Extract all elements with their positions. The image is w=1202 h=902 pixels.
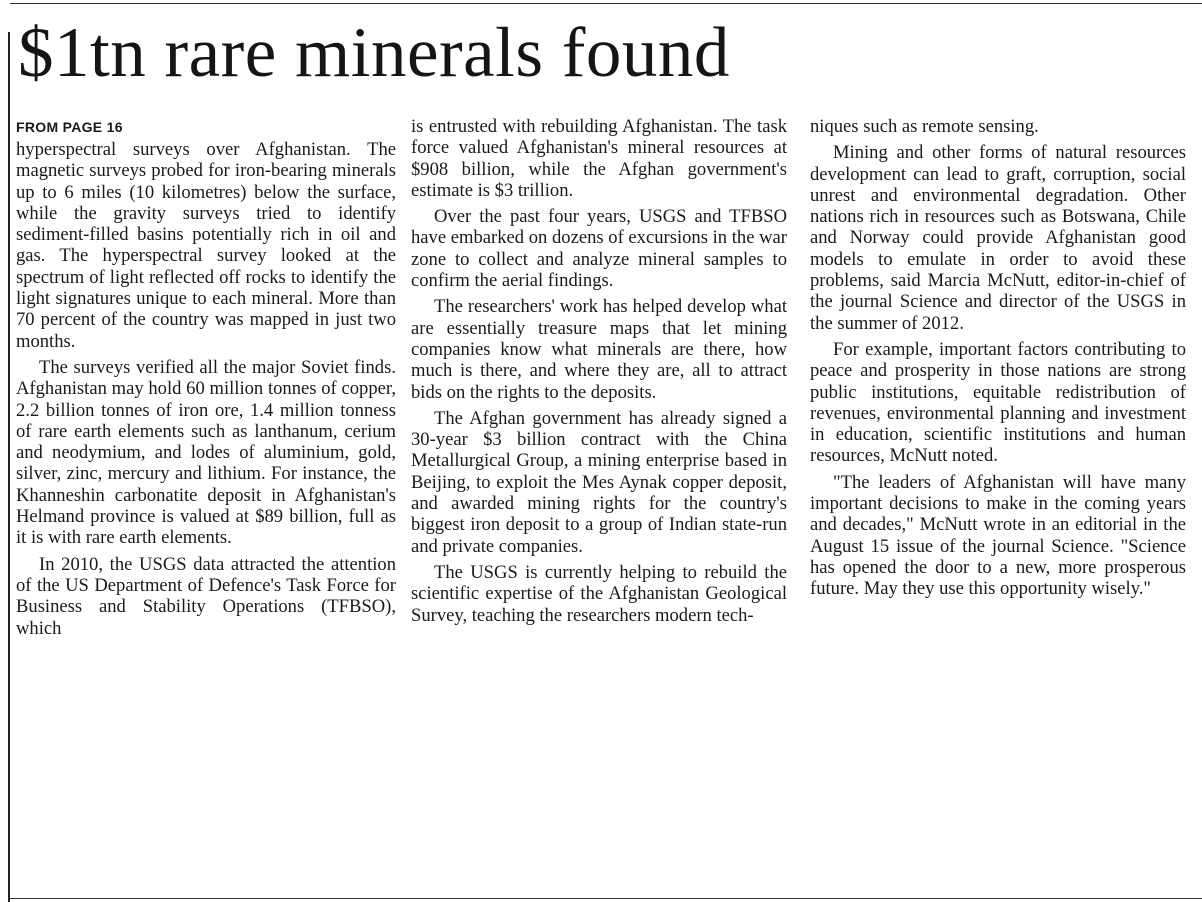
headline: $1tn rare minerals found: [18, 14, 730, 92]
column-1-paragraph-2: The surveys verified all the major Soviet finds. Afghanistan may hold 60 million tonnes of copper, 2.2 billion tonnes of iron ore, 1.4 million tonness of rare earth elements such as lanthanum, cerium and neodymium, and lodes of aluminium, gold, silver, zinc, mercury and lithium. For instance, the Khanneshin carbonatite deposit in Afghanistan's Helmand province is valued at $89 billion, full as it is with rare earth elements.: [16, 356, 396, 549]
column-3-paragraph-1: niques such as remote sensing.: [810, 116, 1039, 137]
column-1-paragraph-1: hyperspectral surveys over Afghanistan. The magnetic surveys probed for iron-bearing minerals up to 6 miles (10 kilometres) below the surface, while the gravity surveys tried to identify sediment-filled basins potentially rich in oil and gas. The hyperspectral survey looked at the spectrum of light reflected off rocks to identify the light signatures unique to each mineral. More than 70 percent of the country was mapped in just two months.: [16, 139, 396, 352]
column-2-paragraph-2: Over the past four years, USGS and TFBSO have embarked on dozens of excursions in the war zone to collect and analyze mineral samples to confirm the aerial findings.: [411, 206, 787, 292]
article-column-2: [411, 116, 787, 626]
bottom-rule: [10, 898, 1202, 899]
left-rule: [8, 32, 10, 902]
column-3-paragraph-2: Mining and other forms of natural resources development can lead to graft, corruption, social unrest and environmental degradation. Other nations rich in resources such as Botswana, Chile and Norway could provide Afghanistan good models to emulate in order to avoid these problems, said Marcia McNutt, editor-in-chief of the journal Science and director of the USGS in the summer of 2012.: [810, 142, 1186, 334]
article-column-3: [810, 116, 1186, 600]
top-rule: [10, 3, 1202, 4]
column-2-paragraph-1: is entrusted with rebuilding Afghanistan. The task force valued Afghanistan's mineral resources at $908 billion, while the Afghan government's estimate is $3 trillion.: [411, 116, 787, 201]
continuation-kicker: FROM PAGE 16: [16, 119, 123, 135]
column-3-paragraph-4: "The leaders of Afghanistan will have many important decisions to make in the coming years and decades," McNutt wrote in an editorial in the August 15 issue of the journal Science. "Science has opened the door to a new, more prosperous future. May they use this opportunity wisely.": [810, 471, 1186, 600]
article-column-1: [16, 116, 396, 639]
column-2-paragraph-3: The researchers' work has helped develop what are essentially treasure maps that let mining companies know what minerals are there, how much is there, and where they are, all to attract bids on the rights to the deposits.: [411, 296, 787, 403]
column-2-paragraph-5: The USGS is currently helping to rebuild the scientific expertise of the Afghanistan Geological Survey, teaching the researchers modern tech-: [411, 561, 787, 626]
column-1-paragraph-3: In 2010, the USGS data attracted the attention of the US Department of Defence's Task Force for Business and Stability Operations (TFBSO), which: [16, 553, 396, 639]
column-3-paragraph-3: For example, important factors contributing to peace and prosperity in those nations are strong public institutions, equitable redistribution of revenues, environmental planning and investment in education, scientific institutions and human resources, McNutt noted.: [810, 338, 1186, 467]
column-2-paragraph-4: The Afghan government has already signed a 30-year $3 billion contract with the China Metallurgical Group, a mining enterprise based in Beijing, to exploit the Mes Aynak copper deposit, and awarded mining rights for the country's biggest iron deposit to a group of Indian state-run and private companies.: [411, 407, 787, 557]
